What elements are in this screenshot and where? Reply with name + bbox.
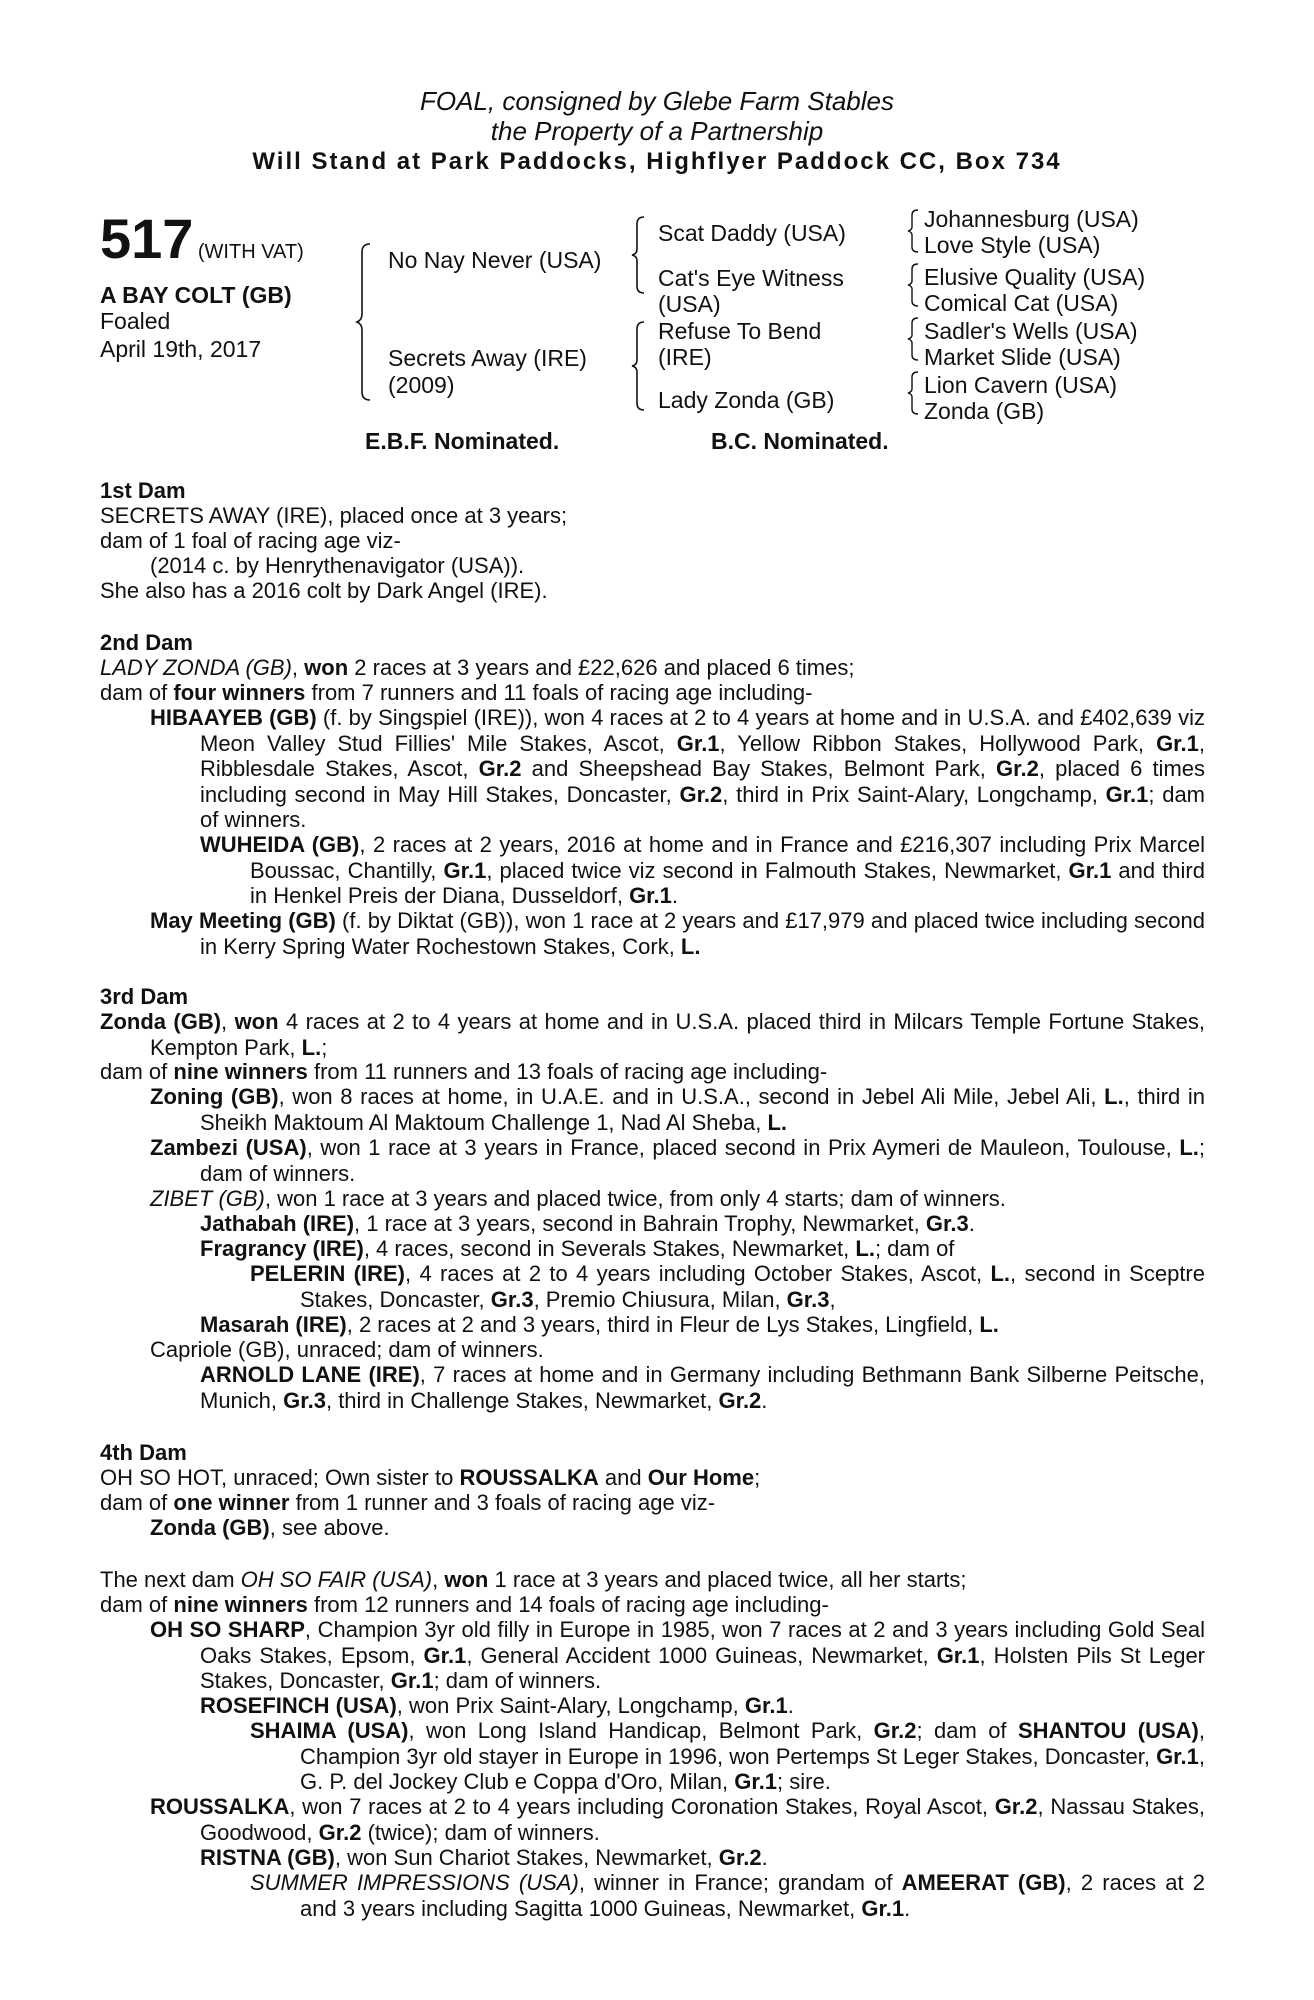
winners-count: nine winners (173, 1592, 308, 1617)
grade: Gr.2 (718, 1845, 762, 1870)
text: , Premio Chiusura, Milan, (533, 1286, 787, 1312)
grade: Gr.3 (786, 1286, 830, 1312)
text: , won Long Island Handicap, Belmont Park, (408, 1718, 874, 1743)
text: , 2 races at 2 and 3 years including Sagitta 1000 Guineas, Newmarket, (300, 1870, 1205, 1921)
lot-number: 517 (100, 207, 194, 270)
text: dam of (100, 680, 174, 705)
text: The next dam (100, 1567, 241, 1592)
grade: Gr.1 (1156, 730, 1199, 756)
grade: Gr.1 (423, 1642, 467, 1668)
pedigree-brace-dam (630, 320, 650, 412)
pedigree-dam-sire: Refuse To Bend (658, 318, 822, 344)
grade: Gr.1 (936, 1642, 980, 1668)
horse-name: Zonda (GB) (150, 1515, 270, 1540)
text: , Ribblesdale Stakes, Ascot, (200, 730, 1205, 781)
text: from 7 runners and 11 foals of racing age including- (305, 680, 813, 705)
pedigree-dds: Lion Cavern (USA) (924, 372, 1118, 398)
fourth-dam-produce (100, 1490, 715, 1516)
first-dam-line: dam of 1 foal of racing age viz- (100, 528, 401, 553)
horse-name: ROUSSALKA (150, 1794, 290, 1819)
text: ; dam of winners. (200, 1135, 1205, 1186)
text: , 1 race at 3 years, second in Bahrain Trophy, Newmarket, (354, 1211, 926, 1236)
text: (twice); dam of winners. (361, 1819, 600, 1845)
text: dam of (100, 1490, 174, 1515)
text: , 2 races at 2 years, 2016 at home and in France and £216,307 including Prix Marcel Boussac, Chantilly, (250, 832, 1205, 883)
first-dam-line: (2014 c. by Henrythenavigator (USA)). (150, 553, 525, 578)
horse-name: Fragrancy (IRE) (200, 1236, 364, 1261)
text: , won 7 races at 2 to 4 years including Coronation Stakes, Royal Ascot, (289, 1794, 995, 1819)
pedigree-ssd: Love Style (USA) (924, 232, 1101, 258)
grade: Gr.1 (1156, 1743, 1199, 1769)
horse-name: Our Home (647, 1465, 755, 1490)
grade: L. (979, 1312, 999, 1337)
horse-name: SUMMER IMPRESSIONS (USA) (250, 1870, 579, 1895)
winners-count: nine winners (173, 1059, 308, 1084)
text: , Champion 3yr old stayer in Europe in 1996, won Pertemps St Leger Stakes, Doncaster, (300, 1718, 1205, 1769)
text: (f. by Diktat (GB)), won 1 race at 2 years and £17,979 and placed twice including second in Kerry Spring Water Rochestown Stakes, Cork, (200, 908, 1205, 959)
text: , 4 races at 2 to 4 years including October Stakes, Ascot, (405, 1261, 991, 1286)
text: from 1 runner and 3 foals of racing age viz- (289, 1490, 716, 1515)
grade: Gr.1 (861, 1895, 905, 1921)
grade: Gr.1 (629, 883, 672, 908)
dam-name: Zonda (GB) (100, 1009, 222, 1034)
pedigree-sss: Johannesburg (USA) (924, 206, 1139, 232)
grade: Gr.3 (925, 1211, 969, 1236)
header-consignor: FOAL, consigned by Glebe Farm Stables (419, 86, 894, 116)
winners-count: four winners (173, 680, 306, 705)
text: , see above. (269, 1515, 390, 1540)
text: , third in Prix Saint-Alary, Longchamp, (722, 781, 1106, 807)
text: , 2 races at 2 and 3 years, third in Fleur de Lys Stakes, Lingfield, (346, 1312, 980, 1337)
grade: Gr.3 (490, 1286, 534, 1312)
produce-entry-zibet (150, 1186, 1006, 1212)
pedigree-sire-dam-country: (USA) (658, 291, 721, 317)
text: . (787, 1693, 794, 1718)
text: ; dam of winners. (200, 781, 1206, 832)
won-label: won (234, 1009, 279, 1034)
text: OH SO HOT, unraced; Own sister to (100, 1465, 460, 1490)
fourth-dam-intro (100, 1465, 760, 1491)
second-dam-intro: LADY ZONDA (GB), won 2 races at 3 years and £22,626 and placed 6 times; (100, 655, 855, 680)
text: , won Sun Chariot Stakes, Newmarket, (334, 1845, 719, 1870)
text: , placed twice viz second in Falmouth Stakes, Newmarket, (486, 857, 1069, 883)
horse-name: ROUSSALKA (459, 1465, 599, 1490)
text: , won 1 race at 3 years in France, placed second in Prix Aymeri de Mauleon, Toulouse, (306, 1135, 1180, 1160)
grade: Gr.2 (478, 756, 522, 781)
text: , G. P. del Jockey Club e Coppa d'Oro, Milan, (300, 1743, 1205, 1794)
won-label: won (444, 1567, 489, 1592)
text: , winner in France; grandam of (578, 1870, 902, 1895)
pedigree-dam-sire-country: (IRE) (658, 344, 712, 370)
produce-entry-arnold-lane (200, 1362, 1205, 1413)
produce-entry-fragrancy (200, 1236, 1205, 1262)
text: from 11 runners and 13 foals of racing age including- (307, 1059, 828, 1084)
produce-entry-capriole: Capriole (GB), unraced; dam of winners. (150, 1337, 544, 1362)
text: , placed 6 times including second in May Hill Stakes, Doncaster, (200, 756, 1206, 807)
horse-name: ARNOLD LANE (IRE) (200, 1362, 420, 1387)
next-dam-intro (100, 1567, 967, 1593)
grade: L. (1179, 1135, 1199, 1160)
text: ; dam of (874, 1236, 955, 1261)
text: , Holsten Pils St Leger Stakes, Doncaster, (200, 1642, 1205, 1693)
second-dam-heading: 2nd Dam (100, 630, 193, 655)
third-dam-heading: 3rd Dam (100, 984, 189, 1009)
third-dam-intro: Zonda (GB), won 4 races at 2 to 4 years at home and in U.S.A. placed third in Milcars Temple Fortune Stakes, Kempton Park, L.; (100, 1009, 1205, 1060)
text: , Champion 3yr old filly in Europe in 1985, won 7 races at 2 and 3 years including Gold Seal Oaks Stakes, Epsom, (200, 1617, 1205, 1668)
pedigree-dsd: Market Slide (USA) (924, 344, 1121, 370)
text: 4 races at 2 to 4 years at home and in U.S.A. placed third in Milcars Temple Fortune Stakes, Kempton Park, (150, 1009, 1205, 1060)
horse-name: RISTNA (GB) (200, 1845, 335, 1870)
grade: Gr.2 (718, 1387, 762, 1413)
grade: Gr.1 (1105, 781, 1149, 807)
horse-name: Jathabah (IRE) (200, 1211, 355, 1236)
horse-name: SHAIMA (USA) (250, 1718, 409, 1743)
pedigree-ddd: Zonda (GB) (924, 398, 1045, 424)
horse-name: OH SO SHARP (150, 1617, 305, 1642)
grade: Gr.1 (443, 857, 487, 883)
pedigree-sire-sire: Scat Daddy (USA) (658, 220, 846, 246)
first-dam-line: SECRETS AWAY (IRE), placed once at 3 years; (100, 503, 568, 528)
grade: Gr.2 (996, 756, 1039, 781)
pedigree-dam-dam: Lady Zonda (GB) (658, 387, 835, 413)
horse-name: Zoning (GB) (150, 1084, 279, 1109)
foaled-label: Foaled (100, 308, 171, 334)
text: 1 race at 3 years and placed twice, all her starts; (488, 1567, 967, 1592)
third-dam-produce (100, 1059, 827, 1085)
grade: Gr.1 (390, 1668, 434, 1693)
text: , 7 races at home and in Germany including Bethmann Bank Silberne Peitsche, Munich, (200, 1362, 1205, 1413)
ebf-nominated: E.B.F. Nominated. (365, 428, 560, 454)
horse-name: HIBAAYEB (GB) (150, 705, 317, 730)
text: , won Prix Saint-Alary, Longchamp, (396, 1693, 745, 1718)
lot-name: A BAY COLT (GB) (100, 282, 292, 308)
produce-entry-hibaayeb (150, 705, 1205, 833)
text: ; (321, 1034, 328, 1060)
pedigree-sdd: Comical Cat (USA) (924, 290, 1119, 316)
text: . (761, 1387, 768, 1413)
text: dam of (100, 1592, 174, 1617)
pedigree-sire: No Nay Never (USA) (388, 247, 602, 273)
next-dam-produce (100, 1592, 829, 1618)
header-property: the Property of a Partnership (490, 116, 824, 146)
bc-nominated: B.C. Nominated. (711, 428, 889, 454)
produce-entry-zonda (150, 1515, 390, 1541)
grade: L. (990, 1261, 1011, 1286)
grade: L. (767, 1109, 787, 1135)
second-dam-produce (100, 680, 813, 706)
text: , won 8 races at home, in U.A.E. and in U.S.A., second in Jebel Ali Mile, Jebel Ali, (278, 1084, 1105, 1109)
text: , second in Sceptre Stakes, Doncaster, (300, 1261, 1205, 1312)
produce-entry-roussalka (150, 1794, 1205, 1845)
lot-number-row (100, 206, 304, 271)
grade: L. (301, 1034, 322, 1060)
grade: Gr.1 (734, 1769, 778, 1794)
text: , 4 races, second in Severals Stakes, Newmarket, (363, 1236, 856, 1261)
text: ; sire. (777, 1769, 831, 1794)
header-stand: Will Stand at Park Paddocks, Highflyer Paddock CC, Box 734 (252, 148, 1062, 175)
winners-count: one winner (173, 1490, 290, 1515)
produce-entry-zambezi (150, 1135, 1205, 1186)
produce-entry-rosefinch (200, 1693, 794, 1719)
text: (f. by Singspiel (IRE)), won 4 races at 2 to 4 years at home and in U.S.A. and £402,639 viz Meon Valley Stud Fillies' Mile Stakes, Ascot, (200, 705, 1205, 756)
text: , Yellow Ribbon Stakes, Hollywood Park, (719, 730, 1157, 756)
pedigree-sire-dam: Cat's Eye Witness (658, 265, 844, 291)
first-dam-line: She also has a 2016 colt by Dark Angel (IRE). (100, 578, 548, 603)
horse-name: ROSEFINCH (USA) (200, 1693, 397, 1718)
produce-entry-shaima (250, 1718, 1205, 1795)
text: , third in Sheikh Maktoum Al Maktoum Challenge 1, Nad Al Sheba, (200, 1084, 1205, 1135)
produce-entry-wuheida (200, 832, 1205, 909)
text: ; dam of (916, 1718, 1018, 1743)
grade: L. (855, 1236, 875, 1261)
fourth-dam-heading: 4th Dam (100, 1440, 187, 1465)
text: dam of (100, 1059, 174, 1084)
dam-name: LADY ZONDA (GB) (100, 655, 292, 680)
text: , third in Challenge Stakes, Newmarket, (325, 1387, 719, 1413)
grade: L. (680, 933, 701, 959)
pedigree-dam: Secrets Away (IRE) (388, 345, 587, 371)
grade: Gr.1 (676, 730, 720, 756)
grade: Gr.3 (283, 1387, 326, 1413)
grade: Gr.2 (873, 1718, 917, 1743)
foaled-date: April 19th, 2017 (100, 336, 262, 362)
dam-name: OH SO FAIR (USA) (240, 1567, 433, 1592)
horse-name: AMEERAT (GB) (901, 1870, 1066, 1895)
produce-entry-zoning (150, 1084, 1205, 1135)
pedigree-brace-g3-3 (905, 316, 921, 362)
text: 2 races at 3 years and £22,626 and placed 6 times; (348, 655, 855, 680)
produce-entry-pelerin (250, 1261, 1205, 1312)
produce-entry-may-meeting (150, 908, 1205, 959)
grade: L. (1104, 1084, 1124, 1109)
lot-vat: (WITH VAT) (197, 241, 304, 263)
text: , won 1 race at 3 years and placed twice, from only 4 starts; dam of winners. (264, 1186, 1006, 1211)
text: , (432, 1567, 445, 1592)
pedigree-brace-gen1 (356, 242, 376, 402)
grade: Gr.2 (994, 1794, 1038, 1819)
produce-entry-summer-impressions (250, 1870, 1205, 1921)
horse-name: Masarah (IRE) (200, 1312, 347, 1337)
produce-entry-ristna (200, 1845, 768, 1871)
text: . (761, 1845, 768, 1870)
text: and Sheepshead Bay Stakes, Belmont Park, (521, 756, 997, 781)
text: from 12 runners and 14 foals of racing age including- (307, 1592, 829, 1617)
text: ; dam of winners. (433, 1668, 602, 1693)
pedigree-dam-year: (2009) (388, 372, 455, 398)
horse-name: May Meeting (GB) (150, 908, 336, 933)
text: , General Accident 1000 Guineas, Newmarket, (466, 1642, 937, 1668)
produce-entry-oh-so-sharp (150, 1617, 1205, 1694)
horse-name: ZIBET (GB) (150, 1186, 265, 1211)
produce-entry-jathabah: Jathabah (IRE), 1 race at 3 years, second in Bahrain Trophy, Newmarket, Gr.3. (200, 1211, 975, 1236)
grade: Gr.2 (679, 781, 723, 807)
horse-name: PELERIN (IRE) (250, 1261, 406, 1286)
horse-name: WUHEIDA (GB) (200, 832, 360, 857)
text: , Nassau Stakes, Goodwood, (200, 1794, 1205, 1845)
pedigree-brace-g3-2 (905, 262, 921, 308)
text: . (671, 883, 678, 908)
text: and third in Henkel Preis der Diana, Dusseldorf, (250, 857, 1205, 908)
first-dam-heading: 1st Dam (100, 478, 186, 503)
text: . (904, 1895, 911, 1921)
grade: Gr.1 (1068, 857, 1112, 883)
produce-entry-masarah (200, 1312, 999, 1338)
grade: Gr.1 (744, 1693, 788, 1718)
won-label: won (304, 655, 349, 680)
pedigree-brace-g3-4 (905, 370, 921, 416)
text: , (829, 1286, 836, 1312)
text: ; (754, 1465, 761, 1490)
grade: Gr.2 (318, 1819, 362, 1845)
horse-name: Zambezi (USA) (150, 1135, 307, 1160)
text: and (598, 1465, 648, 1490)
horse-name: SHANTOU (USA) (1017, 1718, 1199, 1743)
pedigree-sds: Elusive Quality (USA) (924, 264, 1146, 290)
pedigree-dss: Sadler's Wells (USA) (924, 318, 1138, 344)
pedigree-brace-g3-1 (905, 208, 921, 254)
pedigree-brace-sire (630, 215, 650, 295)
